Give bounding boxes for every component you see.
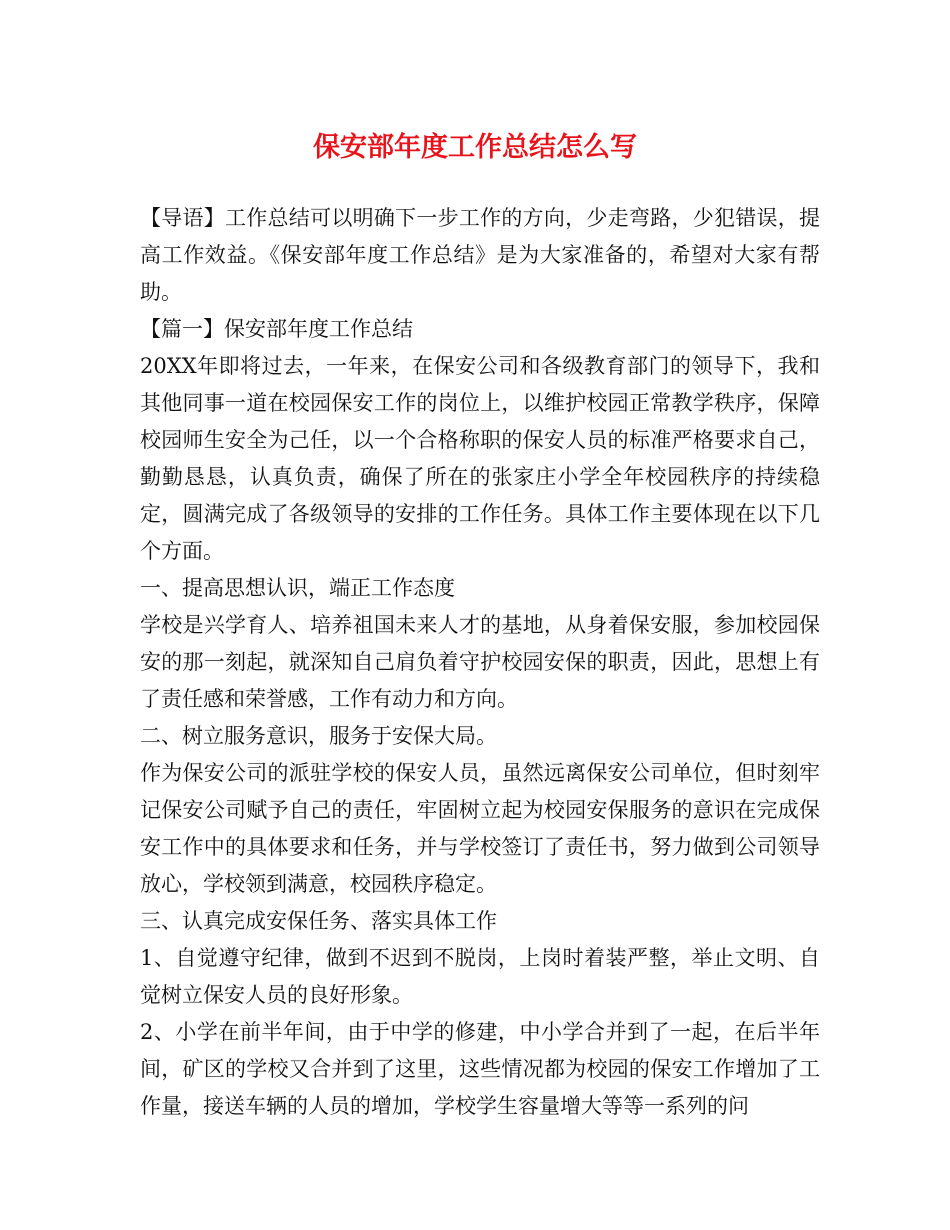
subsection-heading: 一、提高思想认识，端正工作态度 [140,576,455,600]
subsection-heading: 三、认真完成安保任务、落实具体工作 [140,909,497,933]
document-body [140,200,820,1125]
subsection-heading: 二、树立服务意识，服务于安保大局。 [140,724,497,748]
page-title: 保安部年度工作总结怎么写 [313,132,637,163]
body-paragraph: 20XX年即将过去，一年来，在保安公司和各级教育部门的领导下，我和其他同事一道在校园保安工作的岗位上，以维护校园正常教学秩序，保障校园师生安全为己任，以一个合格称职的保安人员的标准严格要求自己，勤勤恳恳，认真负责，确保了所在的张家庄小学全年校园秩序的持续稳定，圆满完成了各级领导的安排的工作任务。具体工作主要体现在以下几个方面。 [140,354,820,563]
body-paragraph: 1、自觉遵守纪律，做到不迟到不脱岗，上岗时着装严整，举止文明、自觉树立保安人员的良好形象。 [140,946,820,1007]
section-heading: 【篇一】保安部年度工作总结 [140,317,413,341]
body-paragraph: 学校是兴学育人、培养祖国未来人才的基地，从身着保安服，参加校园保安的那一刻起，就深知自己肩负着守护校园安保的职责，因此，思想上有了责任感和荣誉感，工作有动力和方向。 [140,613,820,711]
intro-paragraph: 【导语】工作总结可以明确下一步工作的方向，少走弯路，少犯错误，提高工作效益。《保安部年度工作总结》是为大家准备的，希望对大家有帮助。 [140,206,820,304]
body-paragraph: 作为保安公司的派驻学校的保安人员，虽然远离保安公司单位，但时刻牢记保安公司赋予自己的责任，牢固树立起为校园安保服务的意识在完成保安工作中的具体要求和任务，并与学校签订了责任书，努力做到公司领导放心，学校领到满意，校园秩序稳定。 [140,761,820,896]
body-paragraph: 2、小学在前半年间，由于中学的修建，中小学合并到了一起，在后半年间，矿区的学校又合并到了这里，这些情况都为校园的保安工作增加了工作量，接送车辆的人员的增加，学校学生容量增大等等一系列的问 [140,1020,820,1118]
